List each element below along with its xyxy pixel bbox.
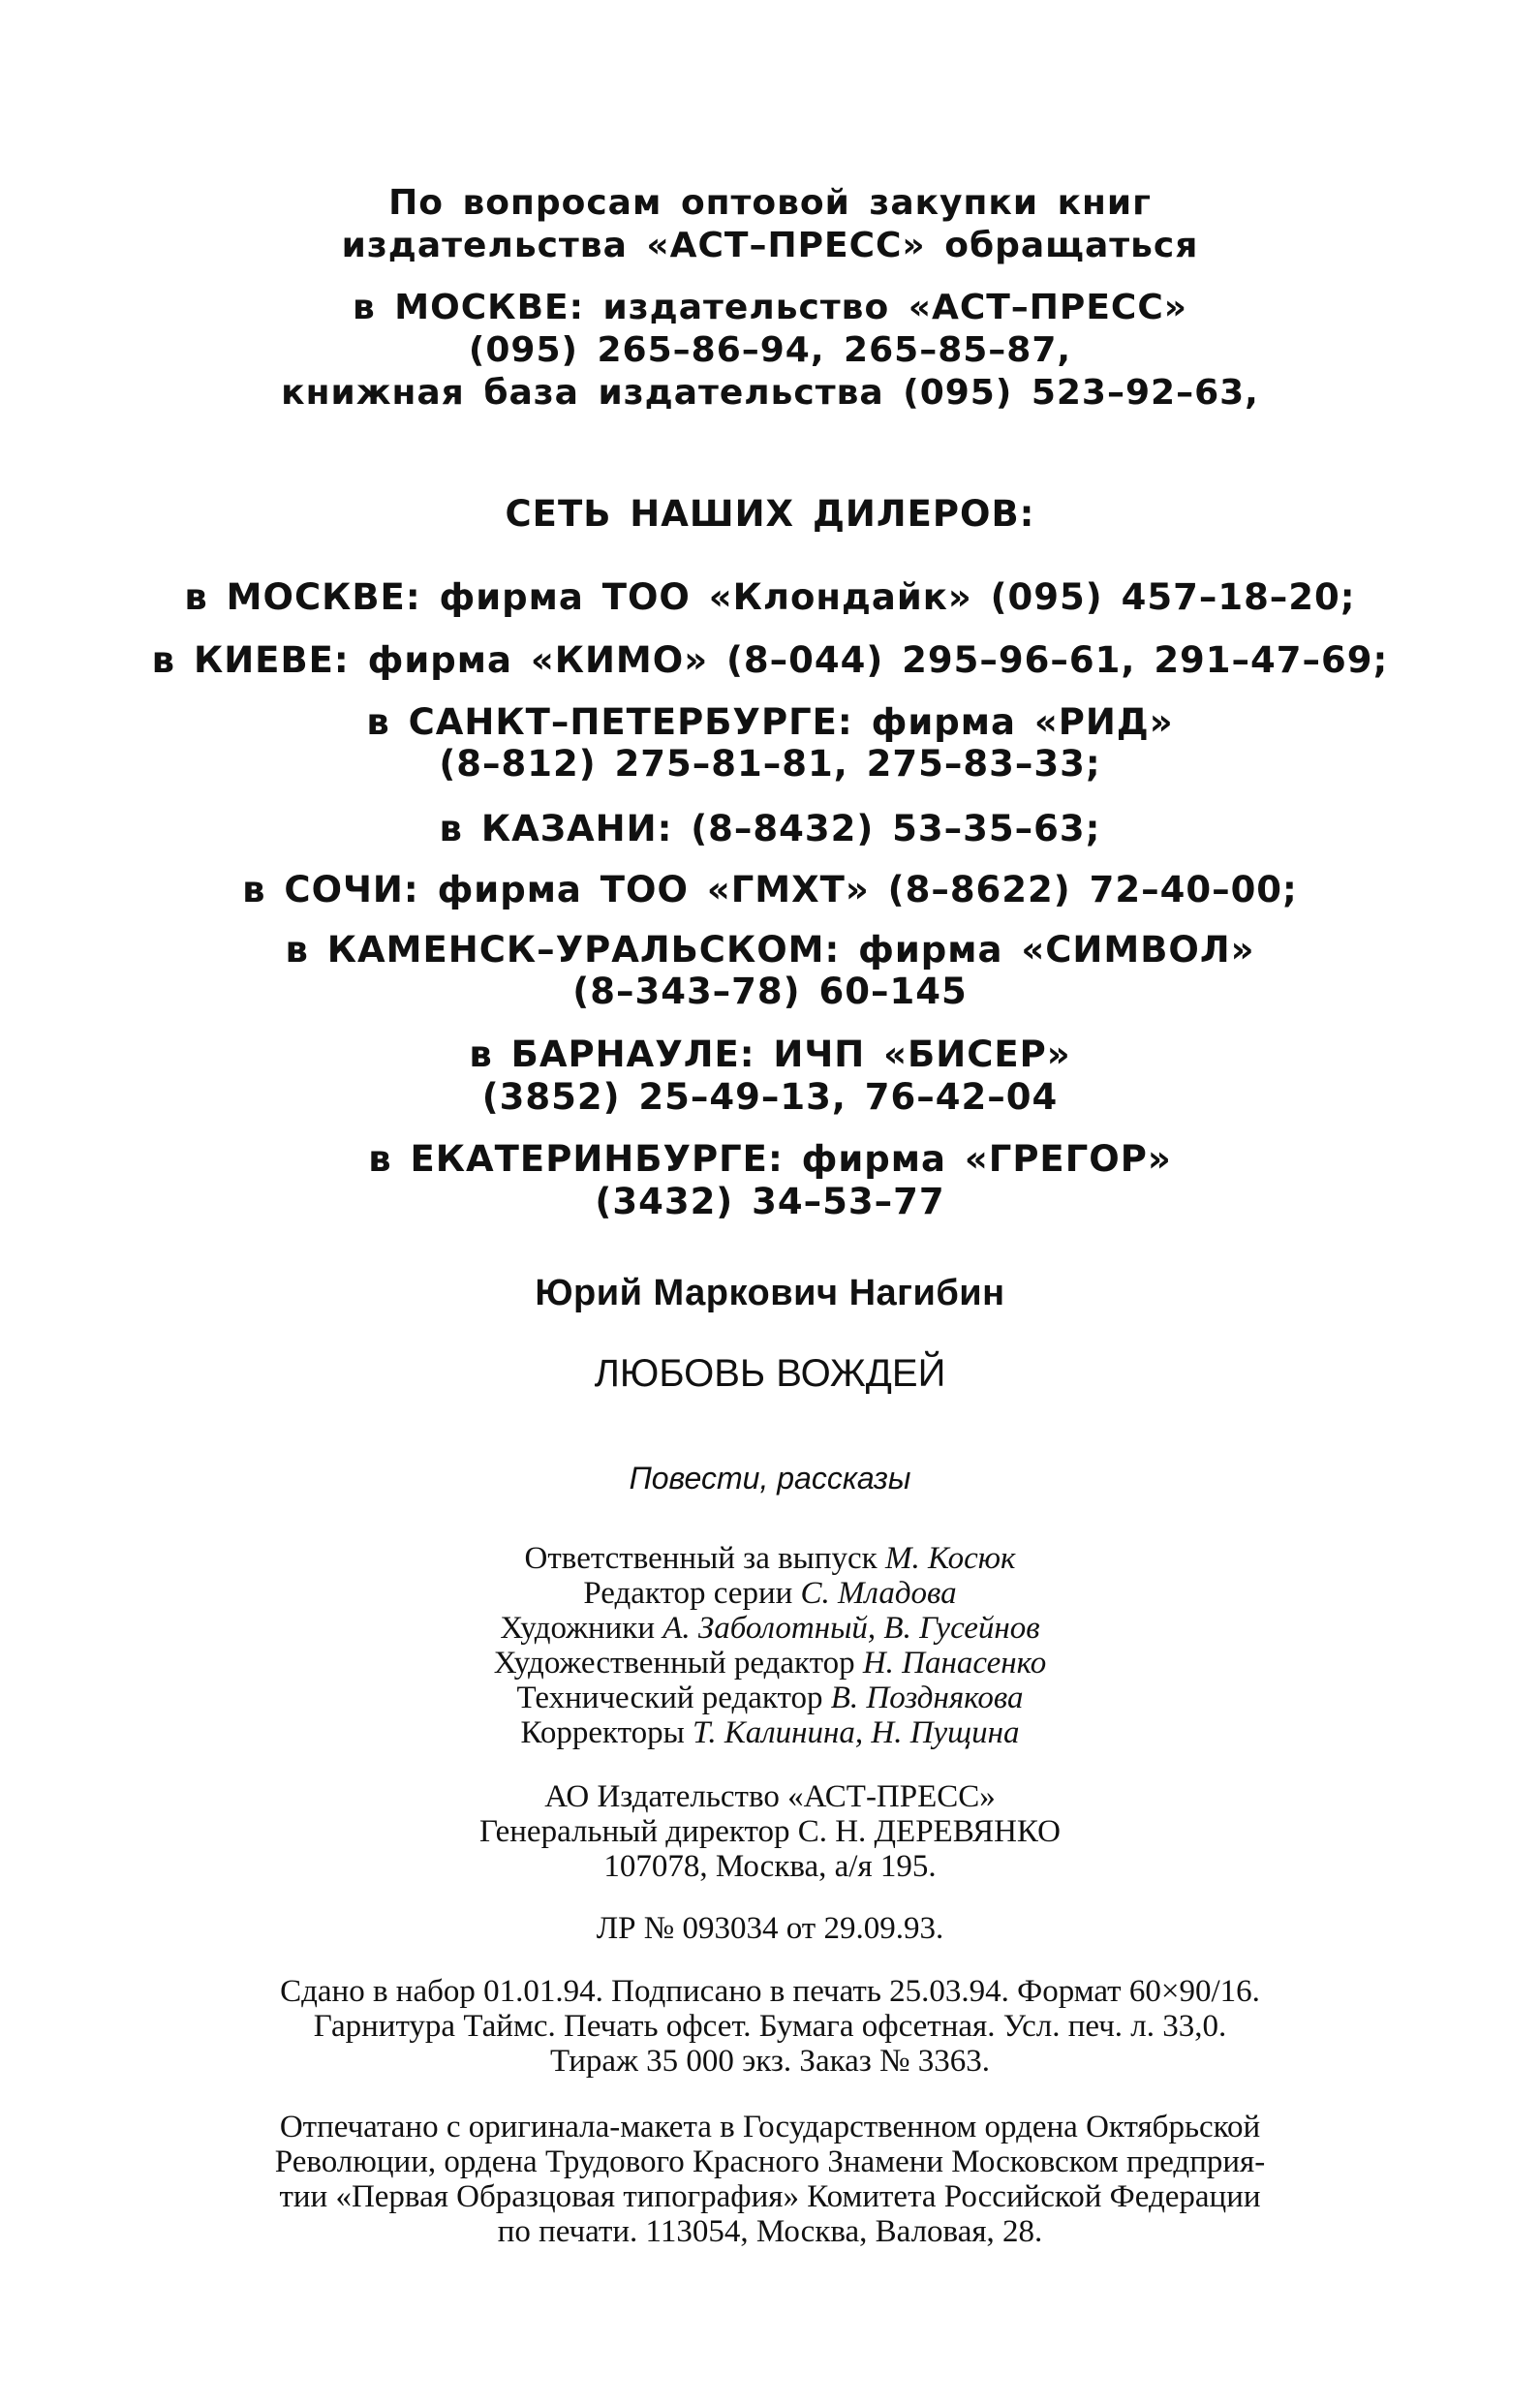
dealers-heading: СЕТЬ НАШИХ ДИЛЕРОВ: (505, 493, 1035, 535)
dealer-spb-name: в САНКТ–ПЕТЕРБУРГЕ: фирма «РИД» (366, 701, 1174, 743)
dealer-moscow: в МОСКВЕ: фирма ТОО «Клондайк» (095) 457–18–20; (184, 576, 1356, 618)
credit-role: Корректоры (520, 1715, 685, 1750)
credit-artists (0, 1613, 1540, 1645)
wholesale-line-1: По вопросам оптовой закупки книг (388, 183, 1152, 223)
dealer-kazan: в КАЗАНИ: (8–8432) 53–35–63; (439, 808, 1101, 849)
credit-tech-editor (0, 1682, 1540, 1714)
dealer-ekb-name: в ЕКАТЕРИНБУРГЕ: фирма «ГРЕГОР» (368, 1138, 1172, 1180)
publisher-license: ЛР № 093034 от 29.09.93. (596, 1911, 944, 1946)
dealer-ekb-phones: (3432) 34–53–77 (595, 1181, 945, 1222)
print-run-order: Тираж 35 000 экз. Заказ № 3363. (549, 2044, 991, 2079)
book-title: ЛЮБОВЬ ВОЖДЕЙ (594, 1352, 946, 1395)
dealer-kamensk-phones: (8–343–78) 60–145 (572, 971, 968, 1012)
wholesale-warehouse: книжная база издательства (095) 523–92–63, (281, 373, 1259, 413)
printer-line-1: Отпечатано с оригинала-макета в Государственном ордена Октябрьской (279, 2110, 1261, 2144)
wholesale-line-3: в МОСКВЕ: издательство «АСТ–ПРЕСС» (352, 288, 1188, 327)
credit-name: М. Косюк (884, 1541, 1016, 1576)
credit-name: А. Заболотный, В. Гусейнов (662, 1611, 1040, 1646)
dealer-kiev: в КИЕВЕ: фирма «КИМО» (8–044) 295–96–61, 291–47–69; (151, 639, 1389, 681)
credit-art-editor (0, 1648, 1540, 1680)
credit-name: С. Младова (800, 1576, 957, 1611)
credit-name: В. Позднякова (830, 1681, 1024, 1715)
credit-proofreaders (0, 1717, 1540, 1749)
credit-role: Художники (500, 1611, 655, 1646)
book-genre: Повести, рассказы (629, 1461, 911, 1496)
dealer-sochi: в СОЧИ: фирма ТОО «ГМХТ» (8–8622) 72–40–00; (242, 869, 1298, 910)
credit-role: Ответственный за выпуск (524, 1541, 878, 1576)
wholesale-phones: (095) 265–86–94, 265–85–87, (468, 330, 1072, 370)
credit-responsible (0, 1543, 1540, 1575)
publisher-name: АО Издательство «АСТ-ПРЕСС» (544, 1779, 996, 1814)
printer-line-3: тии «Первая Образцовая типография» Комитета Российской Федерации (279, 2179, 1261, 2214)
credit-role: Редактор серии (583, 1576, 793, 1611)
credit-series-editor (0, 1578, 1540, 1610)
credit-role: Художественный редактор (493, 1646, 855, 1681)
dealer-barnaul-phones: (3852) 25–49–13, 76–42–04 (481, 1076, 1059, 1118)
printer-line-4: по печати. 113054, Москва, Валовая, 28. (497, 2214, 1043, 2249)
dealer-kamensk-name: в КАМЕНСК–УРАЛЬСКОМ: фирма «СИМВОЛ» (285, 929, 1255, 971)
printer-line-2: Революции, ордена Трудового Красного Знамени Московском предприя- (274, 2144, 1266, 2179)
credit-name: Т. Калинина, Н. Пущина (693, 1715, 1020, 1750)
publisher-address: 107078, Москва, а/я 195. (603, 1849, 937, 1884)
print-dates-format: Сдано в набор 01.01.94. Подписано в печать 25.03.94. Формат 60×90/16. (280, 1974, 1260, 2009)
credit-name: Н. Панасенко (862, 1646, 1047, 1681)
dealer-barnaul-name: в БАРНАУЛЕ: ИЧП «БИСЕР» (469, 1033, 1071, 1075)
dealer-spb-phones: (8–812) 275–81–81, 275–83–33; (439, 743, 1101, 785)
credit-role: Технический редактор (516, 1681, 823, 1715)
book-author: Юрий Маркович Нагибин (535, 1273, 1005, 1313)
wholesale-line-2: издательства «АСТ–ПРЕСС» обращаться (341, 226, 1199, 265)
publisher-director: Генеральный директор С. Н. ДЕРЕВЯНКО (479, 1814, 1061, 1849)
print-typeface-paper: Гарнитура Таймс. Печать офсет. Бумага офсетная. Усл. печ. л. 33,0. (313, 2009, 1227, 2044)
